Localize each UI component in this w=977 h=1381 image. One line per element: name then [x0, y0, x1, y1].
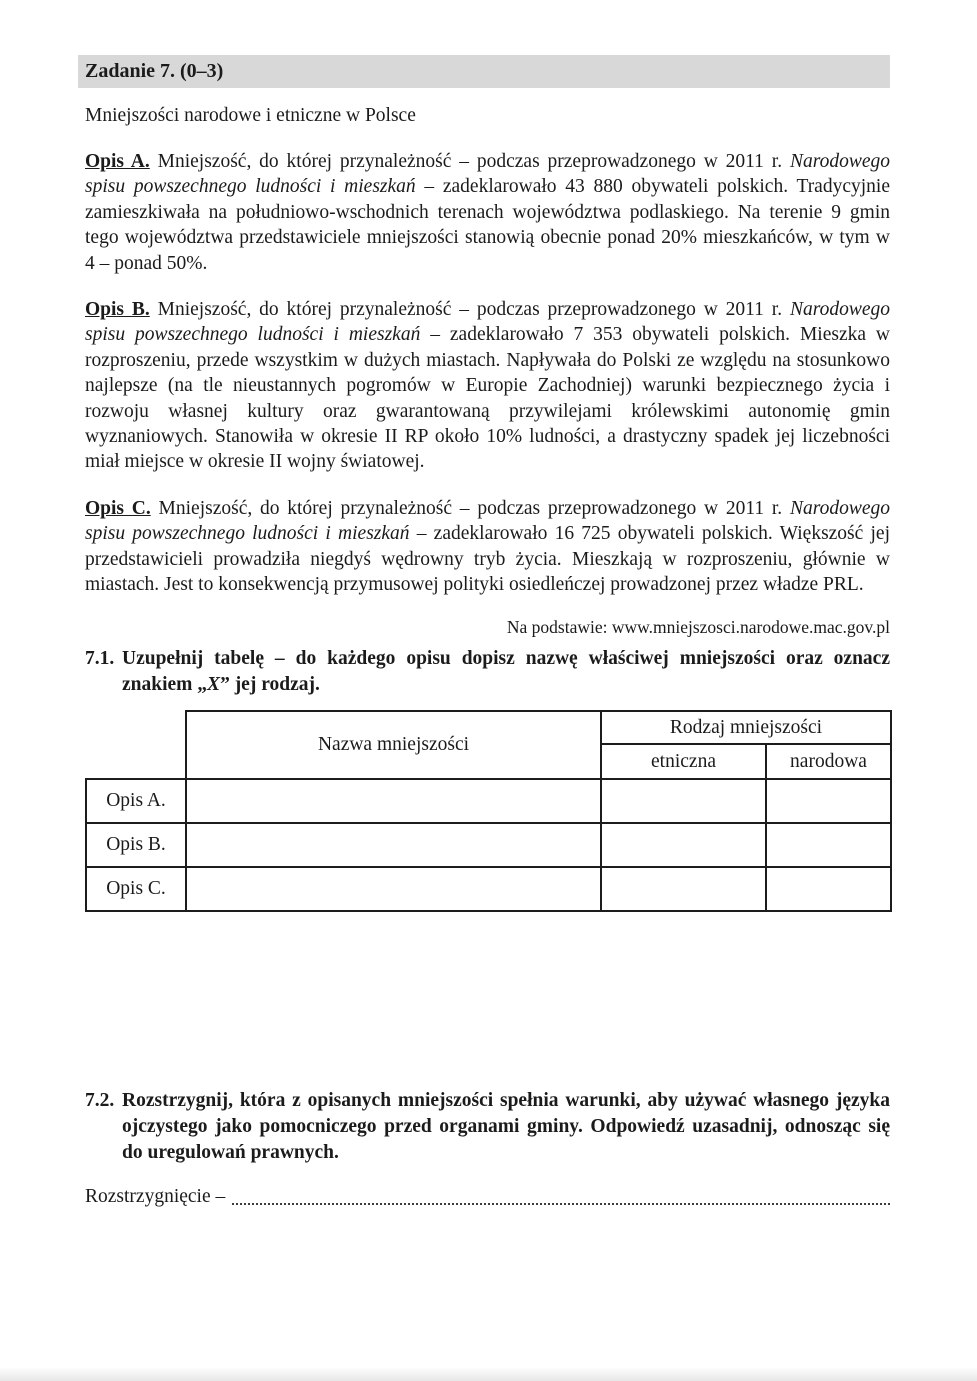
row-label-opis-a: Opis A. — [86, 779, 186, 823]
instruction-7-2-number: 7.2. — [85, 1090, 115, 1111]
instruction-7-1-number: 7.1. — [85, 648, 115, 669]
source-note: Na podstawie: www.mniejszosci.narodowe.mac.gov.pl — [506, 617, 890, 637]
answer-line-label: Rozstrzygnięcie – — [85, 1186, 226, 1207]
description-a — [85, 149, 890, 276]
description-a-label: Opis A. — [85, 151, 150, 172]
answer-cell-name-a — [186, 779, 601, 823]
description-b-intro: Mniejszość, do której przynależność – podczas przeprowadzonego w 2011 r. — [157, 299, 783, 321]
answer-cell-narodowa-a — [766, 779, 891, 823]
instruction-7-1 — [85, 646, 890, 698]
description-b-census-title: Narodowego spisu powszechnego ludności i mieszkań — [85, 299, 890, 346]
column-header-etniczna: etniczna — [601, 744, 766, 779]
table-corner-cell — [86, 711, 186, 779]
table-row-opis-a — [86, 779, 891, 823]
table-row-opis-b — [86, 823, 891, 867]
table-row-opis-c — [86, 867, 891, 911]
instruction-7-1-text-start: Uzupełnij tabelę – do każdego opisu dopisz nazwę właściwej mniejszości oraz oznacz znakiem „ — [122, 648, 890, 695]
description-b — [85, 297, 890, 475]
page-bottom-scan-artifact — [0, 1367, 977, 1381]
task-header-bar — [78, 55, 890, 88]
column-header-name: Nazwa mniejszości — [186, 711, 601, 779]
page-content — [85, 0, 890, 1209]
answer-line-rozstrzygniecie — [85, 1184, 890, 1209]
description-b-rest: – zadeklarowało 7 353 obywateli polskich. Mieszka w rozproszeniu, przede wszystkim w dużych miastach. Napływała do Polski ze względu na stosunkowo najlepsze (na tle nieustannych pogromów w Europie Zachodniej) warunki bezpiecznego życia i rozwoju własnej kultury oraz gwarantowaną przywilejami królewskimi autonomię gmin wyznaniowych. Stanowiła w okresie II RP około 10% ludności, a drastyczny spadek jej liczebności miał miejsce w okresie II wojny światowej. — [85, 324, 890, 473]
task-title: Zadanie 7. (0–3) — [85, 60, 224, 82]
blank-answer-space — [85, 912, 890, 1088]
answer-cell-narodowa-b — [766, 823, 891, 867]
instruction-7-1-text — [122, 646, 890, 698]
description-a-intro: Mniejszość, do której przynależność – podczas przeprowadzonego w 2011 r. — [157, 151, 783, 172]
answer-cell-name-b — [186, 823, 601, 867]
description-c-intro: Mniejszość, do której przynależność – podczas przeprowadzonego w 2011 r. — [158, 497, 783, 519]
description-c — [85, 496, 890, 598]
description-c-census-title: Narodowego spisu powszechnego ludności i mieszkań — [85, 497, 891, 545]
row-label-opis-c: Opis C. — [86, 867, 186, 911]
instruction-7-1-text-end: ” jej rodzaj. — [220, 674, 320, 695]
answer-cell-narodowa-c — [766, 867, 891, 911]
document-subtitle: Mniejszości narodowe i etniczne w Polsce — [85, 105, 416, 126]
column-header-type: Rodzaj mniejszości — [601, 711, 891, 744]
answer-dotted-line — [232, 1202, 890, 1205]
description-b-label: Opis B. — [85, 299, 150, 321]
description-c-rest: – zadeklarowało 16 725 obywateli polskich. Większość jej przedstawicieli prowadziła niegdyś wędrowny tryb życia. Mieszkają w rozproszeniu, głównie w miastach. Jest to konsekwencją przymusowej polityki osiedleńczej prowadzonej przez władze PRL. — [85, 523, 890, 596]
answer-cell-etniczna-b — [601, 823, 766, 867]
row-label-opis-b: Opis B. — [86, 823, 186, 867]
minorities-table — [85, 710, 892, 912]
description-a-rest: – zadeklarowało 43 880 obywateli polskich. Tradycyjnie zamieszkiwała na południowo-wschodnich terenach województwa podlaskiego. Na terenie 9 gmin tego województwa przedstawiciele mniejszości stanowią obecnie ponad 20% mieszkańców, w tym w 4 – ponad 50%. — [85, 176, 890, 274]
column-header-narodowa: narodowa — [766, 744, 891, 779]
answer-cell-etniczna-a — [601, 779, 766, 823]
instruction-7-2 — [85, 1088, 890, 1166]
description-a-census-title: Narodowego spisu powszechnego ludności i mieszkań — [85, 151, 890, 198]
instruction-7-2-text: Rozstrzygnij, która z opisanych mniejszości spełnia warunki, aby używać własnego języka ojczystego jako pomocniczego przed organami gminy. Odpowiedź uzasadnij, odnosząc się do uregulowań prawnych. — [122, 1090, 890, 1163]
instruction-7-1-x-mark: X — [207, 674, 221, 695]
answer-cell-name-c — [186, 867, 601, 911]
description-c-label: Opis C. — [85, 497, 151, 519]
answer-cell-etniczna-c — [601, 867, 766, 911]
